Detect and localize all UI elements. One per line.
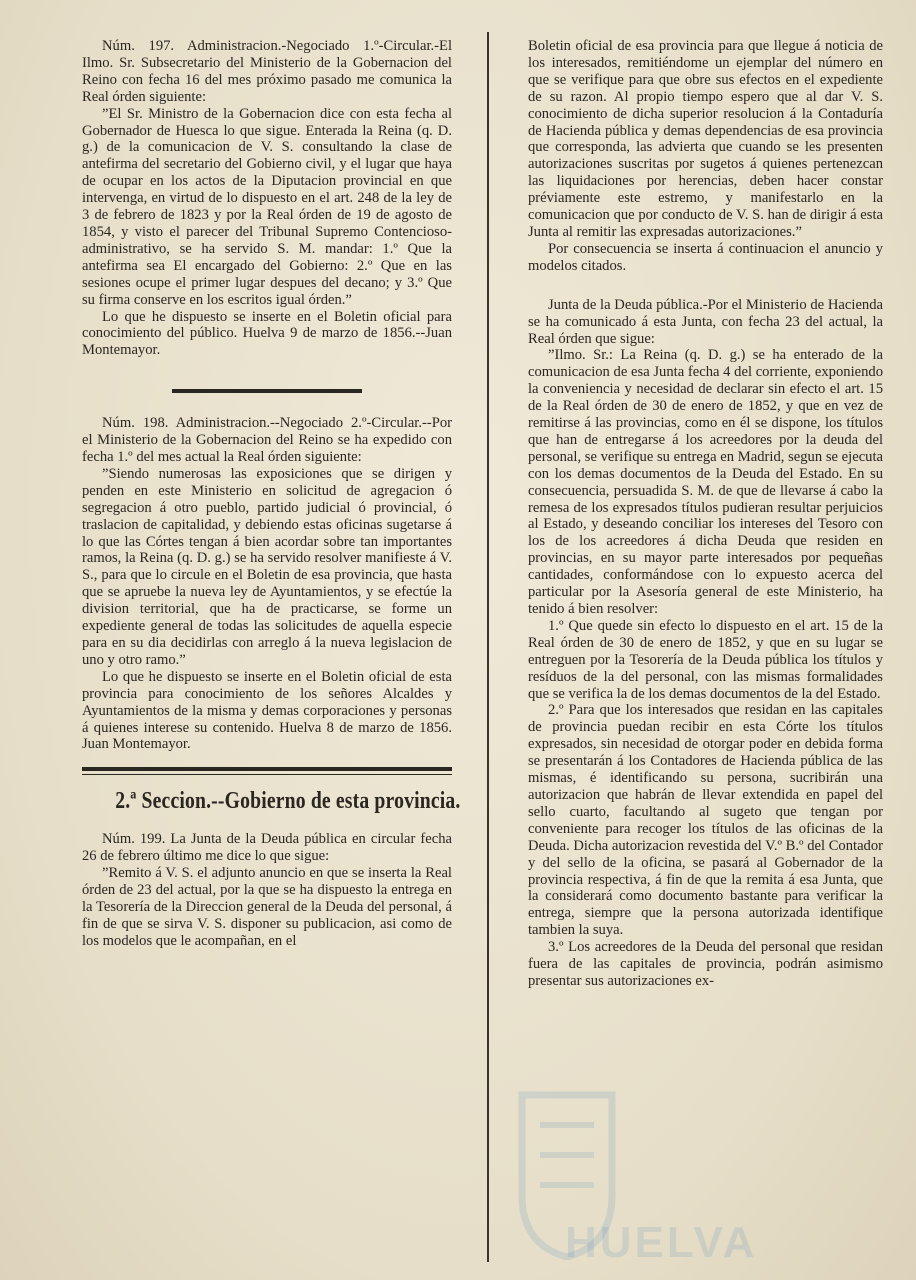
article-199-continuation: Boletin oficial de esa provincia para que llegue á noticia de los interesados, remitiéndome un ejemplar del número en que se verifique para que obre sus efectos en el expediente de su razon. Al propio tiempo espero que al dar V. S. conocimiento de dicha superior resolucion á la Contaduría de Hacienda pública y demas dependencias de esa provincia que corresponda, las advierta que cuando se les presenten autorizaciones suscritas por sugetos á quienes pertenezcan las liquidaciones por herencias, deben hacer constar préviamente este estremo, y manifestarlo en la comunicacion que por conducto de V. S. han de dirigir á esta Junta al remitir las expresadas autorizaciones.” — [528, 38, 883, 240]
article-198 — [82, 415, 452, 753]
section-separator — [82, 767, 452, 775]
section-title: 2.ª Seccion.--Gobierno de esta provincia. — [115, 788, 461, 815]
consequence-paragraph: Por consecuencia se inserta á continuacion el anuncio y modelos citados. — [528, 240, 883, 274]
article-198-heading: Núm. 198. Administracion.--Negociado 2.º-Circular.--Por el Ministerio de la Gobernacion del Reino se ha expedido con fecha 1.º del mes actual la Real órden siguiente: — [82, 415, 452, 466]
royal-order-point-3: 3.º Los acreedores de la Deuda del personal que residan fuera de las capitales de provincia, podrán asimismo presentar sus autorizaciones ex- — [528, 939, 883, 989]
article-199-body: ”Remito á V. S. el adjunto anuncio en que se inserta la Real órden de 23 del actual, por la que se ha dispuesto la entrega en la Tesorería de la Direccion general de la Deuda del personal, á fin de que se sirva V. S. disponer su publicacion, asi como de los modelos que le acompañan, en el — [82, 865, 452, 949]
article-197-closing: Lo que he dispuesto se inserte en el Boletin oficial para conocimiento del público. Huelva 9 de marzo de 1856.--Juan Montemayor. — [82, 308, 452, 359]
right-column — [528, 38, 883, 990]
column-divider — [487, 32, 489, 1262]
article-197 — [82, 38, 452, 359]
archive-watermark-text: HUELVA — [565, 1218, 758, 1267]
article-199 — [82, 831, 452, 949]
article-197-heading: Núm. 197. Administracion.-Negociado 1.º-Circular.-El Ilmo. Sr. Subsecretario del Ministerio de la Gobernacion del Reino con fecha 16 del mes próximo pasado me comunica la Real órden siguiente: — [82, 38, 452, 105]
junta-heading: Junta de la Deuda pública.-Por el Ministerio de Hacienda se ha comunicado á esta Junta, con fecha 23 del actual, la Real órden que sigue: — [528, 296, 883, 347]
article-198-closing: Lo que he dispuesto se inserte en el Boletin oficial de esta provincia para conocimiento de los señores Alcaldes y Ayuntamientos de la misma y demas corporaciones y personas á quienes interese su contenido. Huelva 8 de marzo de 1856. Juan Montemayor. — [82, 668, 452, 753]
article-198-body: ”Siendo numerosas las exposiciones que se dirigen y penden en este Ministerio en solicitud de agregacion ó segregacion á otro pueblo, partido judicial ó provincial, ó traslacion de capitalidad, y debiendo estas oficinas sugetarse á lo que las Córtes tengan á bien acordar sobre tan importantes ramos, la Reina (q. D. g.) se ha servido resolver manifieste á V. S., para que lo circule en el Boletin de esa provincia, que hasta que se apruebe la nueva ley de Ayuntamientos, y se efectúe la division territorial, que ha de practicarse, se forme un expediente general de todas las solicitudes de aquella especie para en su dia decidirlas con arreglo á la nueva legislacion de uno y otro ramo.” — [82, 465, 452, 668]
left-column — [82, 38, 461, 950]
royal-order-point-1: 1.º Que quede sin efecto lo dispuesto en el art. 15 de la Real órden de 30 de enero de 1852, y que en su lugar se entreguen por la Tesorería de la Deuda pública los títulos y resíduos de la del personal, con las mismas formalidades que se verifica la de los demas documentos de la del Estado. — [528, 617, 883, 702]
royal-order-body: ”Ilmo. Sr.: La Reina (q. D. g.) se ha enterado de la comunicacion de esa Junta fecha 4 del corriente, exponiendo la conveniencia y necesidad de declarar sin efecto el art. 15 de la Real órden de 30 de enero de 1852, y que en vez de remitirse á las provincias, como en él se dispone, los títulos que han de entregarse á los acreedores por la deuda del personal, se verifique su entrega en Madrid, segun se ejecuta con los demas documentos de la Deuda del Estado. En su consecuencia, persuadida S. M. de que de llevarse á cabo la remesa de los expresados títulos pudieran resultar perjuicios al Estado, y deseando conciliar los intereses del Tesoro con los de los acreedores á dicha Deuda que residen en provincias, en su mayor parte interesados por pequeñas cantidades, conformándose con lo expuesto acerca del particular por la Asesoría general de este Ministerio, ha tenido á bien resolver: — [528, 347, 883, 617]
royal-order-point-2: 2.º Para que los interesados que residan en las capitales de provincia puedan recibir en esta Córte los títulos expresados, sin necesidad de otorgar poder en debida forma se presentarán á los Contadores de Hacienda pública de las mismas, é identificando su persona, sucribirán una autorizacion que habrán de llevar extendida en papel del sello cuarto, facultando al sugeto que tengan por conveniente para recoger los títulos de las oficinas de la Deuda. Dicha autorizacion revestida del V.º B.º del Contador y del sello de la oficina, se pasará al Gobernador de la provincia respectiva, á fin de que la remita á esa Junta, que la considerará como documento bastante para verificar la entrega, siempre que la persona autorizada identifique tambien la suya. — [528, 702, 884, 939]
article-197-body: ”El Sr. Ministro de la Gobernacion dice con esta fecha al Gobernador de Huesca lo que sigue. Enterada la Reina (q. D. g.) de la comunicacion de V. S. consultando la clase de antefirma del secretario del Gobierno civil, y el lugar que haya de ocupar en los actos de la Diputacion provincial en que intervenga, en virtud de lo dispuesto en el art. 248 de la ley de 3 de febrero de 1823 y por la Real órden de 19 de agosto de 1854, y visto el parecer del Tribunal Supremo Contencioso-administrativo, se ha servido S. M. mandar: 1.º Que la antefirma sea El encargado del Gobierno: 2.º Que en las sesiones ocupe el primer lugar despues del decano; y 3.º Que su firma conserve en los escritos igual órden.” — [82, 105, 452, 308]
article-199-heading: Núm. 199. La Junta de la Deuda pública en circular fecha 26 de febrero último me dice lo que sigue: — [82, 831, 452, 865]
